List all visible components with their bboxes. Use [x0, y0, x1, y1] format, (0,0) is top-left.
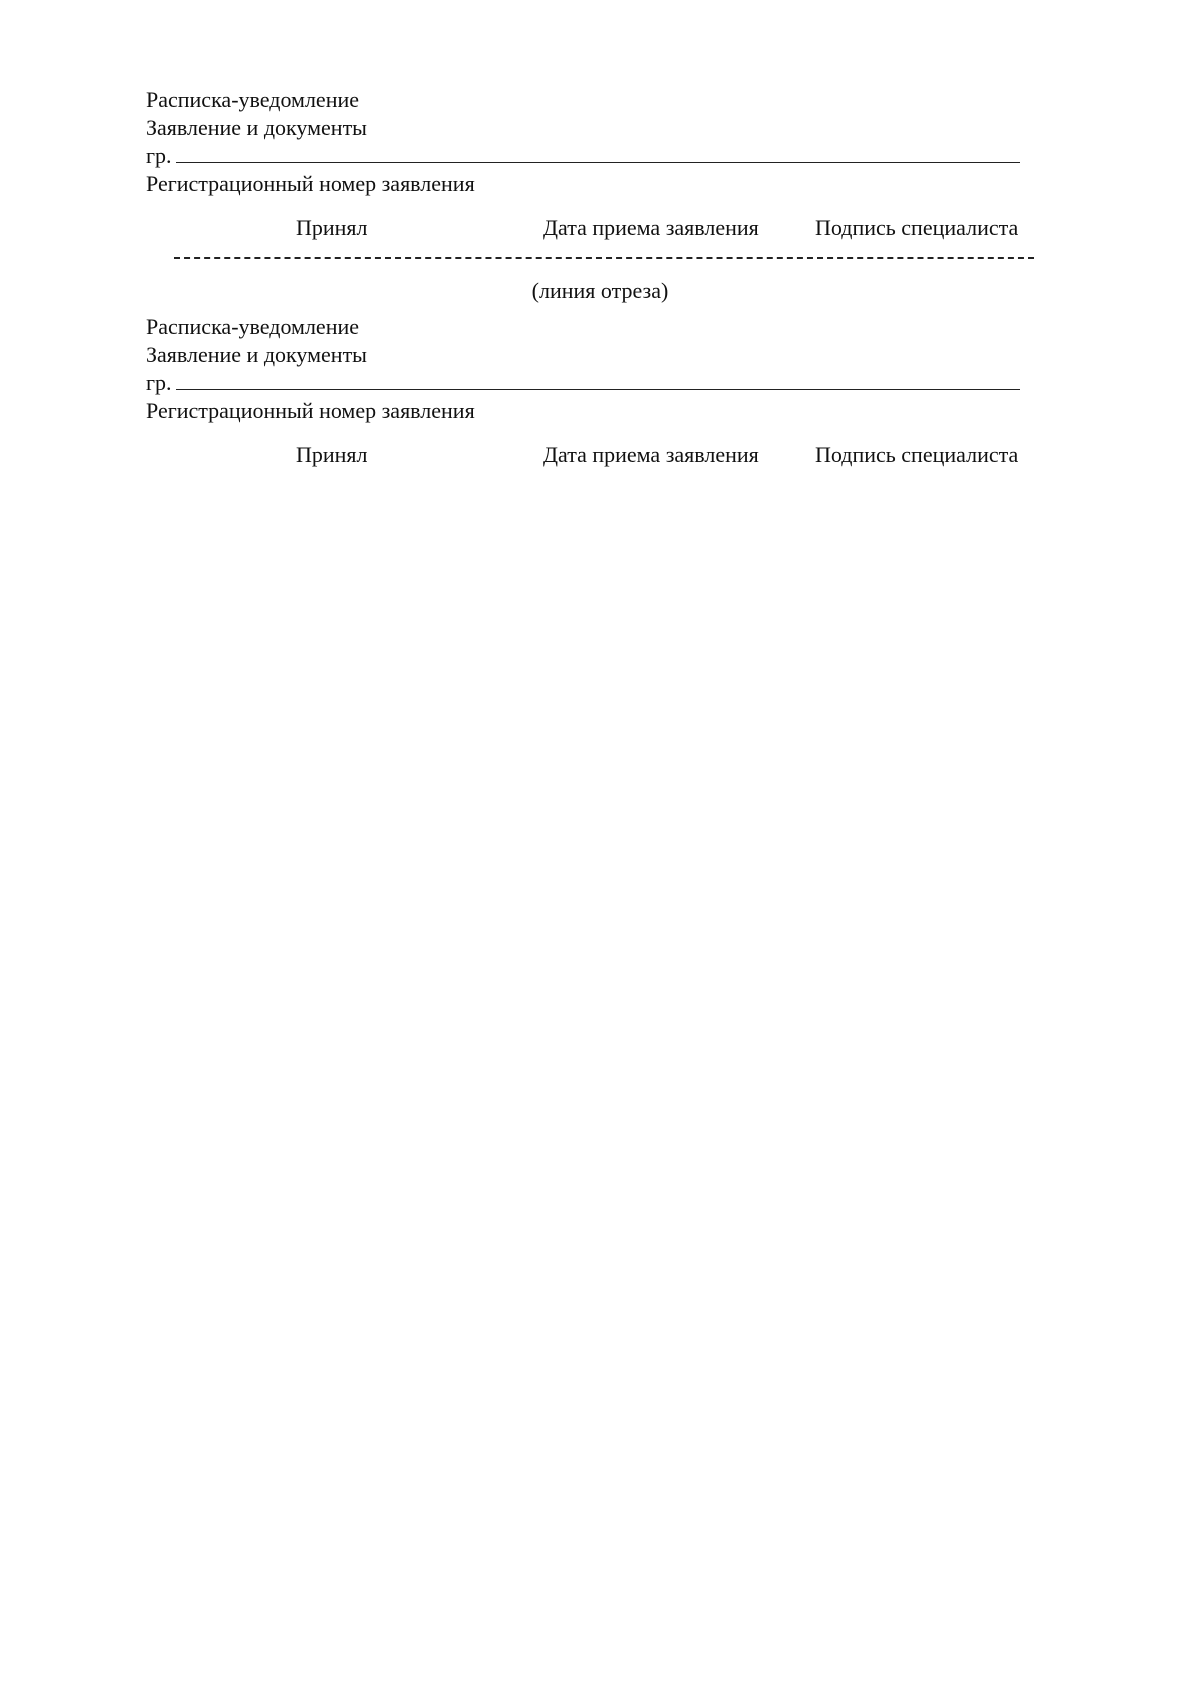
- documents-label: Заявление и документы: [146, 115, 367, 140]
- specialist-signature-label: Подпись специалиста: [815, 442, 1019, 467]
- acceptance-date-label: Дата приема заявления: [543, 215, 759, 240]
- receipt-notice-top: [146, 86, 1046, 248]
- citizen-row: [146, 369, 1046, 397]
- cut-line: [174, 257, 1034, 259]
- registration-number-label: Регистрационный номер заявления: [146, 171, 475, 196]
- specialist-signature-label: Подпись специалиста: [815, 215, 1019, 240]
- acceptance-date-label: Дата приема заявления: [543, 442, 759, 467]
- signature-row: [146, 435, 1046, 475]
- citizen-prefix: гр.: [146, 370, 172, 395]
- cut-line-caption: (линия отреза): [531, 278, 669, 303]
- receipt-notice-bottom: [146, 313, 1046, 475]
- accepted-label: Принял: [296, 215, 368, 240]
- documents-label: Заявление и документы: [146, 342, 367, 367]
- signature-row: [146, 208, 1046, 248]
- registration-number-label: Регистрационный номер заявления: [146, 398, 475, 423]
- accepted-label: Принял: [296, 442, 368, 467]
- citizen-prefix: гр.: [146, 143, 172, 168]
- citizen-row: [146, 142, 1046, 170]
- receipt-title: Расписка-уведомление: [146, 314, 360, 339]
- citizen-name-blank: [176, 142, 1020, 163]
- citizen-name-blank: [176, 369, 1020, 390]
- receipt-title: Расписка-уведомление: [146, 87, 360, 112]
